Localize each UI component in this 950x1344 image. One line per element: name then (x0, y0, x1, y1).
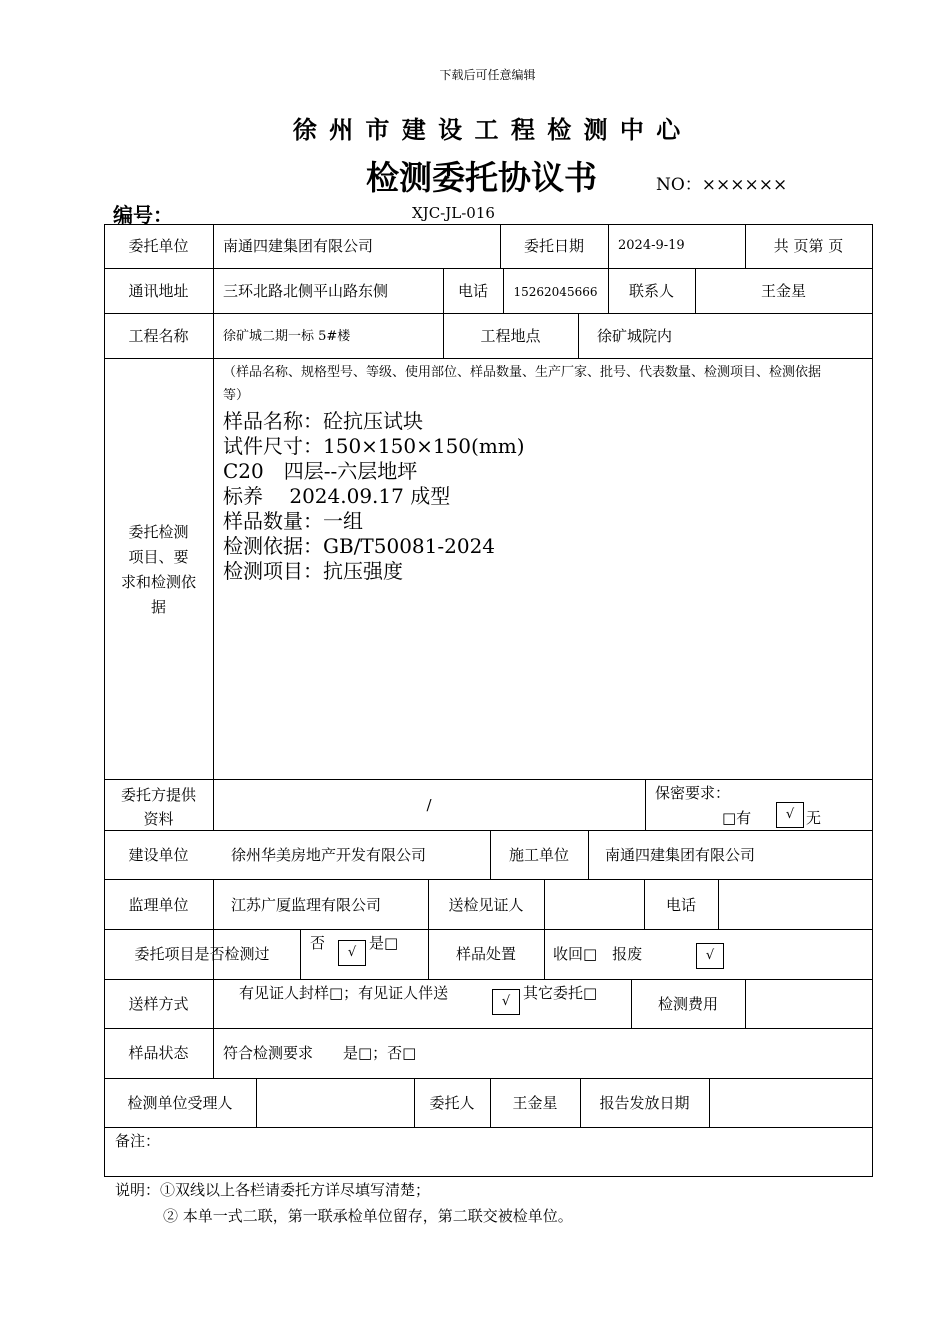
delivery-options: 有见证人封样□；有见证人伴送 (239, 984, 449, 1002)
project-label: 工程名称 (128, 327, 189, 345)
sample-line: 检测项目：抗压强度 (223, 559, 403, 583)
docs-label-line: 委托方提供 (120, 786, 196, 804)
principal-value: 王金星 (512, 1094, 558, 1112)
tested-yes: 是□ (369, 934, 399, 952)
doc-number: NO：×××××× (656, 175, 788, 195)
items-label-line: 项目、要 (128, 548, 189, 566)
confidential-label: 保密要求： (655, 784, 731, 802)
sample-line: 样品数量：一组 (223, 509, 363, 533)
builder-label: 建设单位 (128, 846, 189, 864)
supervisor-phone-label: 电话 (665, 896, 696, 914)
items-label-line: 据 (150, 598, 166, 616)
tested-checkbox[interactable]: √ (338, 940, 366, 966)
client-value: 南通四建集团有限公司 (223, 237, 374, 255)
delivery-label: 送样方式 (128, 995, 189, 1013)
project-value: 徐矿城二期一标 5#楼 (223, 329, 351, 344)
client-label: 委托单位 (128, 237, 189, 255)
items-hint-line: （样品名称、规格型号、等级、使用部位、样品数量、生产厂家、批号、代表数量、检测项目、检测依据 (223, 365, 822, 380)
docs-label (104, 783, 213, 831)
contractor-label: 施工单位 (508, 846, 569, 864)
supervisor-value: 江苏广厦监理有限公司 (231, 896, 382, 914)
pages-label: 共 页第 页 (773, 237, 844, 255)
docs-value: / (426, 796, 432, 814)
org-title: 徐 州 市 建 设 工 程 检 测 中 心 (292, 115, 683, 144)
sample-line: C20 四层--六层地坪 (223, 459, 418, 483)
note-line-1: 说明：①双线以上各栏请委托方详尽填写清楚； (115, 1181, 431, 1199)
site-label: 工程地点 (480, 327, 541, 345)
confidential-yes: □有 (722, 809, 752, 827)
disposal-checkbox[interactable]: √ (696, 943, 724, 969)
date-value: 2024-9-19 (618, 238, 685, 253)
phone-label: 电话 (457, 282, 488, 300)
receiver-label: 检测单位受理人 (127, 1094, 233, 1112)
header-note: 下载后可任意编辑 (439, 68, 536, 82)
sample-line: 标养 2024.09.17 成型 (223, 484, 451, 508)
report-date-label: 报告发放日期 (599, 1094, 690, 1112)
serial-label: 编号： (113, 203, 173, 227)
witness-label: 送检见证人 (448, 896, 524, 914)
address-label: 通讯地址 (128, 282, 189, 300)
disposal-options: 收回□ 报废 (553, 945, 643, 963)
sample-line: 样品名称：砼抗压试块 (223, 409, 423, 433)
contractor-value: 南通四建集团有限公司 (605, 846, 756, 864)
note-line-2: ② 本单一式二联，第一联承检单位留存，第二联交被检单位。 (163, 1207, 573, 1225)
delivery-checkbox[interactable]: √ (492, 989, 520, 1015)
sample-details (223, 409, 525, 584)
principal-label: 委托人 (429, 1094, 475, 1112)
remarks-label: 备注： (115, 1132, 161, 1150)
items-hint (223, 361, 821, 407)
confidential-checkbox[interactable]: √ (776, 802, 804, 828)
sample-line: 检测依据：GB/T50081-2024 (223, 534, 496, 558)
delivery-other: 其它委托□ (523, 984, 598, 1002)
supervisor-label: 监理单位 (128, 896, 189, 914)
tested-no: 否 (310, 934, 326, 952)
fee-label: 检测费用 (657, 995, 718, 1013)
items-label-line: 求和检测依 (120, 573, 196, 591)
phone-value: 15262045666 (513, 285, 598, 299)
doc-title: 检测委托协议书 (366, 158, 597, 197)
docs-label-line: 资料 (143, 810, 174, 828)
builder-value: 徐州华美房地产开发有限公司 (231, 846, 427, 864)
confidential-no: 无 (806, 809, 822, 827)
site-value: 徐矿城院内 (597, 327, 673, 345)
tested-label: 委托项目是否检测过 (134, 945, 270, 963)
disposal-label: 样品处置 (455, 945, 516, 963)
state-value: 符合检测要求 是□；否□ (223, 1044, 417, 1062)
contact-label: 联系人 (628, 282, 674, 300)
date-label: 委托日期 (523, 237, 584, 255)
items-label (104, 520, 213, 620)
state-label: 样品状态 (128, 1044, 189, 1062)
contact-value: 王金星 (760, 282, 806, 300)
serial-value: XJC-JL-016 (412, 204, 495, 222)
address-value: 三环北路北侧平山路东侧 (223, 282, 389, 300)
items-hint-line: 等） (223, 388, 250, 403)
sample-line: 试件尺寸：150×150×150(mm) (223, 434, 525, 458)
items-label-line: 委托检测 (128, 523, 189, 541)
